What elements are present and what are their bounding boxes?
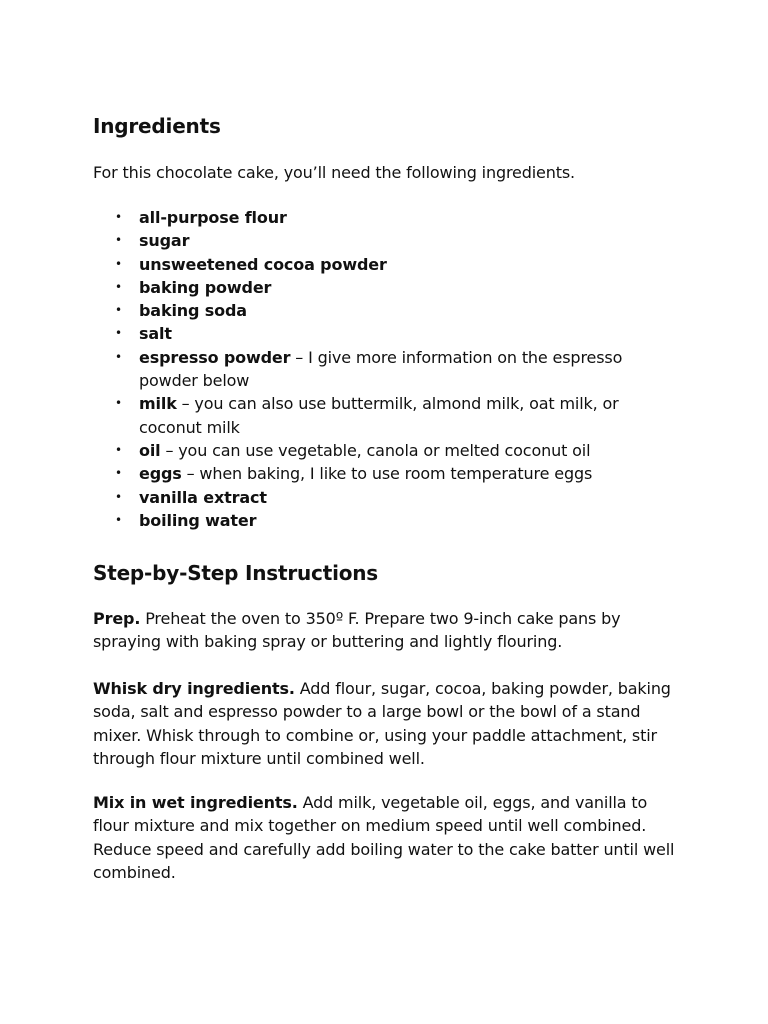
ingredient-note: – you can also use buttermilk, almond milk, oat milk, or coconut milk bbox=[139, 394, 619, 437]
ingredient-name: eggs bbox=[139, 464, 182, 484]
list-item bbox=[93, 276, 653, 299]
list-item bbox=[93, 299, 653, 322]
ingredient-note: – when baking, I like to use room temperature eggs bbox=[181, 464, 593, 484]
step-text: Preheat the oven to 350º F. Prepare two 9-inch cake pans by spraying with baking spray or buttering and lightly flouring. bbox=[93, 609, 621, 652]
list-item bbox=[93, 486, 653, 509]
ingredient-name: sugar bbox=[139, 231, 190, 251]
step-text: Add flour, sugar, cocoa, baking powder, baking soda, salt and espresso powder to a large bowl or the bowl of a stand mixer. Whisk through to combine or, using your paddle attachment, stir through flour mixture until combined well. bbox=[93, 679, 671, 768]
bullet-icon: • bbox=[115, 396, 122, 411]
list-item bbox=[93, 509, 653, 532]
ingredient-name: baking powder bbox=[139, 277, 272, 297]
ingredient-note: – you can use vegetable, canola or melted coconut oil bbox=[160, 440, 591, 460]
bullet-icon: • bbox=[115, 442, 122, 457]
instructions-heading: Step-by-Step Instructions bbox=[93, 561, 379, 585]
ingredient-name: salt bbox=[139, 324, 172, 344]
list-item bbox=[93, 392, 653, 439]
ingredients-heading: Ingredients bbox=[93, 114, 221, 138]
ingredient-name: oil bbox=[139, 440, 161, 460]
bullet-icon: • bbox=[115, 326, 122, 341]
ingredient-name: milk bbox=[139, 394, 177, 414]
ingredient-name: espresso powder bbox=[139, 347, 291, 367]
step-whisk-dry bbox=[93, 677, 683, 770]
bullet-icon: • bbox=[115, 512, 122, 527]
step-title: Mix in wet ingredients. bbox=[93, 793, 298, 812]
ingredients-list bbox=[93, 206, 653, 532]
list-item bbox=[93, 229, 653, 252]
list-item bbox=[93, 439, 653, 462]
list-item bbox=[93, 206, 653, 229]
ingredient-name: all-purpose flour bbox=[139, 208, 287, 227]
bullet-icon: • bbox=[115, 489, 122, 504]
bullet-icon: • bbox=[115, 349, 122, 364]
ingredient-name: boiling water bbox=[139, 510, 257, 530]
step-title: Whisk dry ingredients. bbox=[93, 679, 295, 698]
list-item bbox=[93, 462, 653, 485]
ingredient-name: vanilla extract bbox=[139, 487, 267, 507]
bullet-icon: • bbox=[115, 233, 122, 248]
bullet-icon: • bbox=[115, 303, 122, 318]
ingredient-note: – I give more information on the espresso powder below bbox=[139, 347, 623, 391]
step-text: Add milk, vegetable oil, eggs, and vanilla to flour mixture and mix together on medium speed until well combined. Reduce speed and carefully add boiling water to the cake batter until well combined. bbox=[93, 793, 675, 882]
bullet-icon: • bbox=[115, 256, 122, 271]
bullet-icon: • bbox=[115, 210, 122, 224]
list-item bbox=[93, 253, 653, 276]
bullet-icon: • bbox=[115, 279, 122, 294]
ingredient-name: unsweetened cocoa powder bbox=[139, 254, 387, 274]
list-item bbox=[93, 346, 653, 393]
ingredient-name: baking soda bbox=[139, 301, 247, 321]
step-prep bbox=[93, 607, 683, 654]
step-title: Prep. bbox=[93, 609, 141, 628]
step-mix-wet bbox=[93, 791, 683, 884]
bullet-icon: • bbox=[115, 466, 122, 481]
list-item bbox=[93, 322, 653, 345]
ingredients-intro: For this chocolate cake, you’ll need the following ingredients. bbox=[93, 163, 575, 182]
